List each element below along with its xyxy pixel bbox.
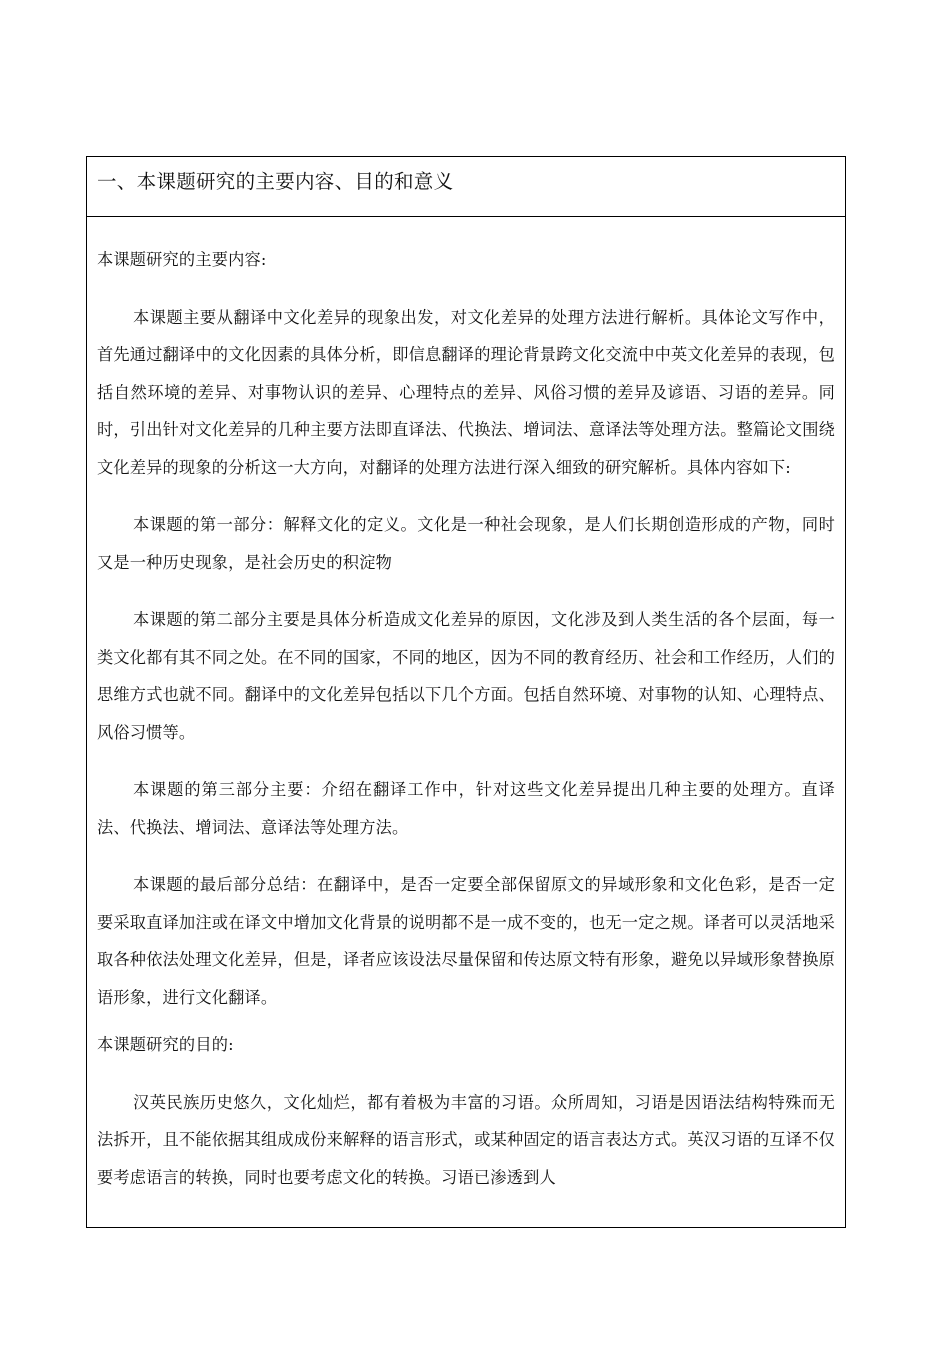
document-table — [86, 156, 846, 1228]
spacer — [97, 846, 835, 866]
spacer — [97, 279, 835, 299]
spacer — [97, 581, 835, 601]
main-content-label: 本课题研究的主要内容: — [97, 250, 267, 269]
spacer — [97, 1016, 835, 1026]
paragraph-summary: 本课题的最后部分总结：在翻译中，是否一定要全部保留原文的异域形象和文化色彩，是否一定要采取直译加注或在译文中增加文化背景的说明都不是一成不变的，也无一定之规。译者可以灵活地采取各种依法处理文化差异，但是，译者应该设法尽量保留和传达原文特有形象，避免以异域形象替换原语形象，进行文化翻译。 — [97, 875, 835, 1007]
paragraph-part-one: 本课题的第一部分：解释文化的定义。文化是一种社会现象，是人们长期创造形成的产物，同时又是一种历史现象，是社会历史的积淀物 — [97, 515, 835, 572]
paragraph-purpose: 汉英民族历史悠久，文化灿烂，都有着极为丰富的习语。众所周知，习语是因语法结构特殊而无法拆开，且不能依据其组成成份来解释的语言形式，或某种固定的语言表达方式。英汉习语的互译不仅要考虑语言的转换，同时也要考虑文化的转换。习语已渗透到人 — [97, 1092, 835, 1187]
spacer — [97, 751, 835, 771]
spacer — [97, 1064, 835, 1084]
section-content — [87, 217, 845, 1196]
spacer — [97, 486, 835, 506]
paragraph-part-two: 本课题的第二部分主要是具体分析造成文化差异的原因，文化涉及到人类生活的各个层面，每一类文化都有其不同之处。在不同的国家，不同的地区，因为不同的教育经历、社会和工作经历，人们的思维方式也就不同。翻译中的文化差异包括以下几个方面。包括自然环境、对事物的认知、心理特点、风俗习惯等。 — [97, 610, 835, 742]
section-title: 一、本课题研究的主要内容、目的和意义 — [87, 157, 845, 217]
paragraph-overview: 本课题主要从翻译中文化差异的现象出发，对文化差异的处理方法进行解析。具体论文写作中，首先通过翻译中的文化因素的具体分析，即信息翻译的理论背景跨文化交流中中英文化差异的表现，包括自然环境的差异、对事物认识的差异、心理特点的差异、风俗习惯的差异及谚语、习语的差异。同时，引出针对文化差异的几种主要方法即直译法、代换法、增词法、意译法等处理方法。整篇论文围绕文化差异的现象的分析这一大方向，对翻译的处理方法进行深入细致的研究解析。具体内容如下: — [97, 307, 835, 477]
paragraph-part-three: 本课题的第三部分主要：介绍在翻译工作中，针对这些文化差异提出几种主要的处理方。直译法、代换法、增词法、意译法等处理方法。 — [97, 780, 835, 837]
purpose-label: 本课题研究的目的: — [97, 1035, 234, 1054]
